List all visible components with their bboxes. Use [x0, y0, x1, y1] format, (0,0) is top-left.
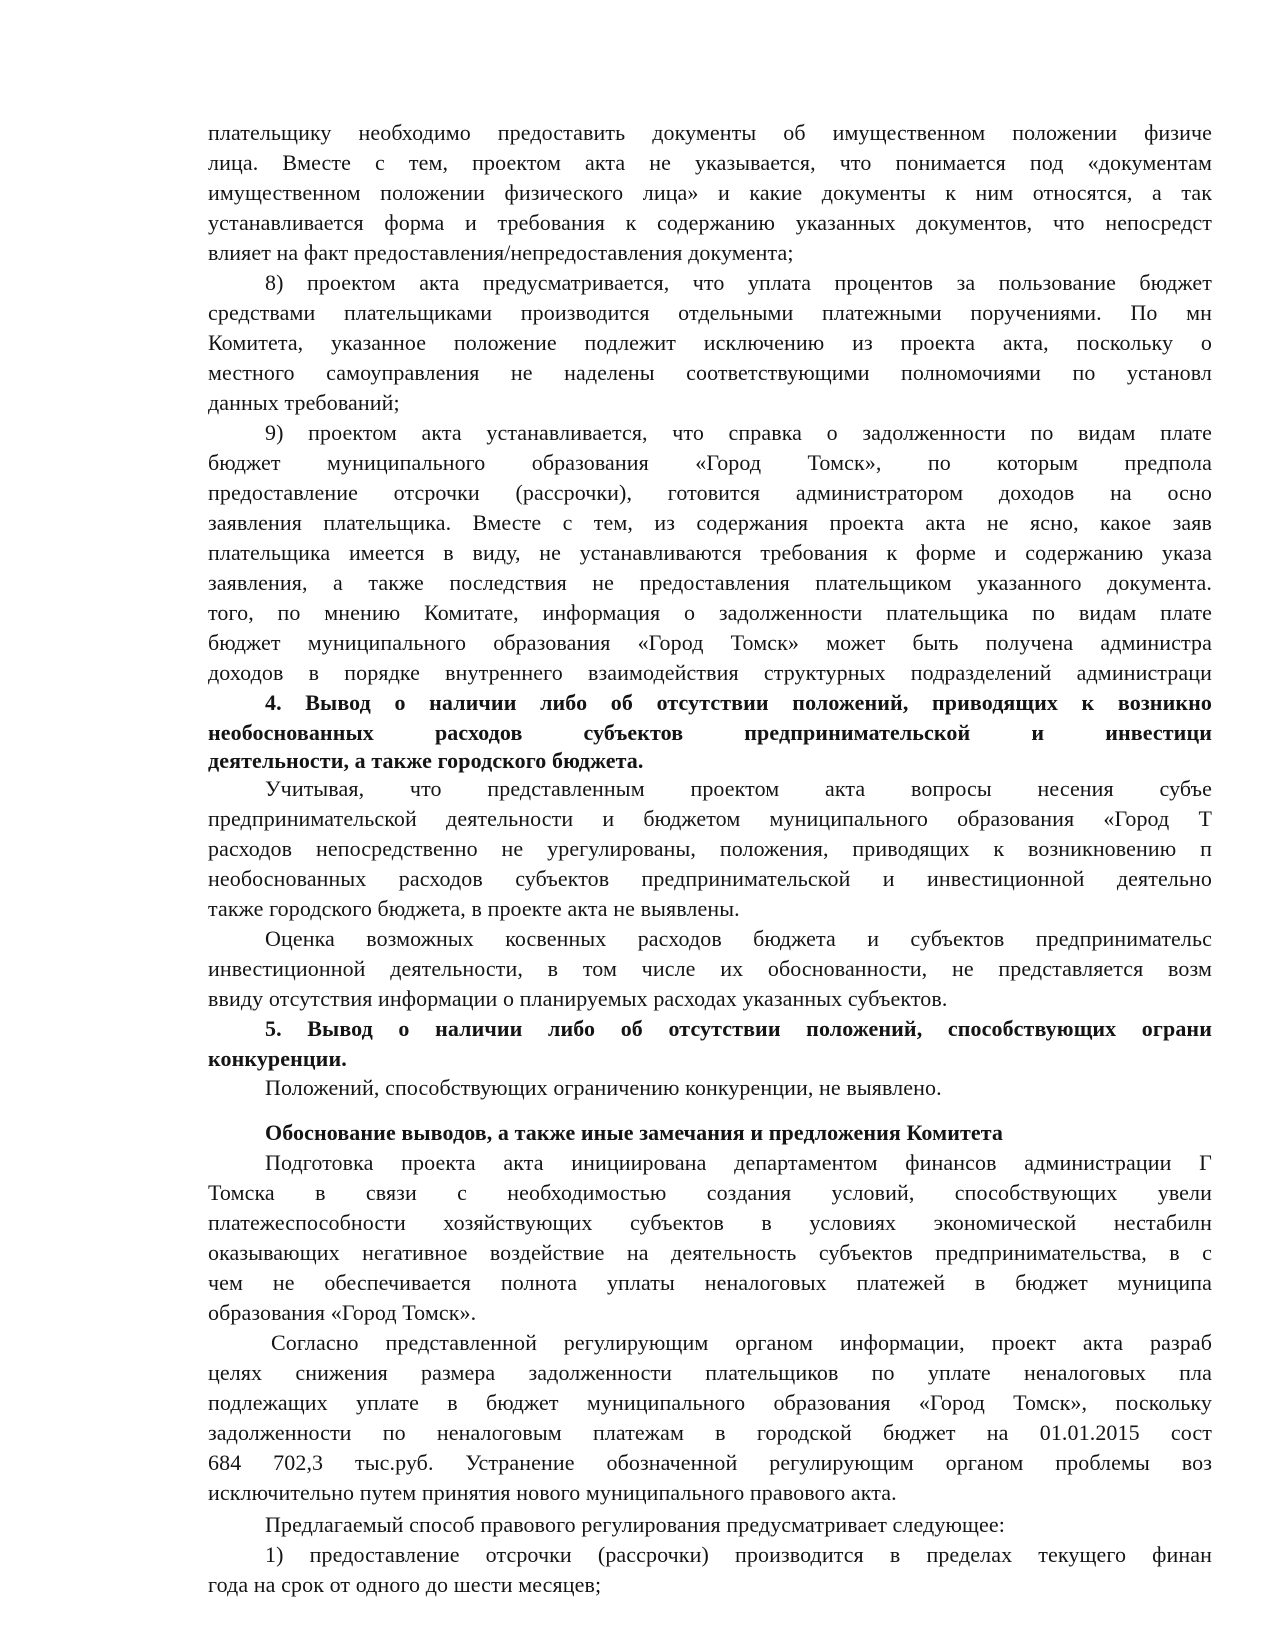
body-text-line: Томска в связи с необходимостью создания условий, способствующих увели	[208, 1180, 1212, 1205]
body-text-line: образования «Город Томск».	[208, 1300, 477, 1325]
body-text-line: 8) проектом акта предусматривается, что уплата процентов за пользование бюджет	[265, 270, 1212, 295]
body-text-line: предоставление отсрочки (рассрочки), готовится администратором доходов на осно	[208, 480, 1212, 505]
body-text-line: года на срок от одного до шести месяцев;	[208, 1572, 602, 1597]
body-text-line: имущественном положении физического лица» и какие документы к ним относятся, а так	[208, 180, 1212, 205]
body-text-line: данных требований;	[208, 390, 400, 415]
body-text-line: Оценка возможных косвенных расходов бюджета и субъектов предпринимательс	[265, 926, 1212, 951]
body-text-line: оказывающих негативное воздействие на деятельность субъектов предпринимательства, в с	[208, 1240, 1212, 1265]
body-text-line: Подготовка проекта акта инициирована департаментом финансов администрации Г	[265, 1150, 1212, 1175]
body-text-line: Учитывая, что представленным проектом акта вопросы несения субъе	[265, 776, 1212, 801]
body-text-line: 684 702,3 тыс.руб. Устранение обозначенной регулирующим органом проблемы воз	[208, 1450, 1212, 1475]
body-text-line: Комитета, указанное положение подлежит исключению из проекта акта, поскольку о	[208, 330, 1212, 355]
body-text-line: устанавливается форма и требования к содержанию указанных документов, что непосредст	[208, 210, 1212, 235]
body-text-line: предпринимательской деятельности и бюджетом муниципального образования «Город Т	[208, 806, 1212, 831]
body-text-line: Предлагаемый способ правового регулирования предусматривает следующее:	[265, 1512, 1005, 1537]
section-heading-line: необоснованных расходов субъектов предпринимательской и инвестици	[208, 720, 1212, 745]
body-text-line: целях снижения размера задолженности плательщиков по уплате неналоговых пла	[208, 1360, 1212, 1385]
section-heading-line: 5. Вывод о наличии либо об отсутствии положений, способствующих ограни	[265, 1016, 1212, 1041]
body-text-line: заявления, а также последствия не предоставления плательщиком указанного документа.	[208, 570, 1212, 595]
body-text-line: 9) проектом акта устанавливается, что справка о задолженности по видам плате	[265, 420, 1212, 445]
body-text-line: подлежащих уплате в бюджет муниципального образования «Город Томск», поскольку	[208, 1390, 1212, 1415]
body-text-line: того, по мнению Комитате, информация о задолженности плательщика по видам плате	[208, 600, 1212, 625]
document-page	[208, 118, 1275, 1650]
body-text-line: заявления плательщика. Вместе с тем, из содержания проекта акта не ясно, какое заяв	[208, 510, 1212, 535]
body-text-line: Положений, способствующих ограничению конкуренции, не выявлено.	[265, 1075, 942, 1100]
body-text-line: местного самоуправления не наделены соответствующими полномочиями по установл	[208, 360, 1212, 385]
body-text-line: также городского бюджета, в проекте акта не выявлены.	[208, 896, 740, 921]
body-text-line: расходов непосредственно не урегулированы, положения, приводящих к возникновению п	[208, 836, 1212, 861]
section-heading-line: Обоснование выводов, а также иные замечания и предложения Комитета	[265, 1120, 1004, 1145]
body-text-line: влияет на факт предоставления/непредоставления документа;	[208, 240, 794, 265]
body-text-line: бюджет муниципального образования «Город Томск», по которым предпола	[208, 450, 1212, 475]
body-text-line: инвестиционной деятельности, в том числе их обоснованности, не представляется возм	[208, 956, 1212, 981]
body-text-line: задолженности по неналоговым платежам в городской бюджет на 01.01.2015 сост	[208, 1420, 1212, 1445]
section-heading-line: деятельности, а также городского бюджета.	[208, 748, 644, 773]
body-text-line: исключительно путем принятия нового муниципального правового акта.	[208, 1480, 897, 1505]
body-text-line: чем не обеспечивается полнота уплаты неналоговых платежей в бюджет муниципа	[208, 1270, 1212, 1295]
body-text-line: плательщика имеется в виду, не устанавливаются требования к форме и содержанию указа	[208, 540, 1212, 565]
section-heading-line: конкуренции.	[208, 1046, 347, 1071]
body-text-line: бюджет муниципального образования «Город Томск» может быть получена администра	[208, 630, 1212, 655]
body-text-line: 1) предоставление отсрочки (рассрочки) производится в пределах текущего финан	[265, 1542, 1212, 1567]
body-text-line: ввиду отсутствия информации о планируемых расходах указанных субъектов.	[208, 986, 948, 1011]
body-text-line: средствами плательщиками производится отдельными платежными поручениями. По мн	[208, 300, 1212, 325]
body-text-line: плательщику необходимо предоставить документы об имущественном положении физиче	[208, 120, 1212, 145]
section-heading-line: 4. Вывод о наличии либо об отсутствии положений, приводящих к возникно	[265, 690, 1212, 715]
body-text-line: доходов в порядке внутреннего взаимодействия структурных подразделений администраци	[208, 660, 1212, 685]
body-text-line: Согласно представленной регулирующим органом информации, проект акта разраб	[271, 1330, 1212, 1355]
body-text-line: лица. Вместе с тем, проектом акта не указывается, что понимается под «документам	[208, 150, 1212, 175]
body-text-line: платежеспособности хозяйствующих субъектов в условиях экономической нестабилн	[208, 1210, 1212, 1235]
body-text-line: необоснованных расходов субъектов предпринимательской и инвестиционной деятельно	[208, 866, 1212, 891]
